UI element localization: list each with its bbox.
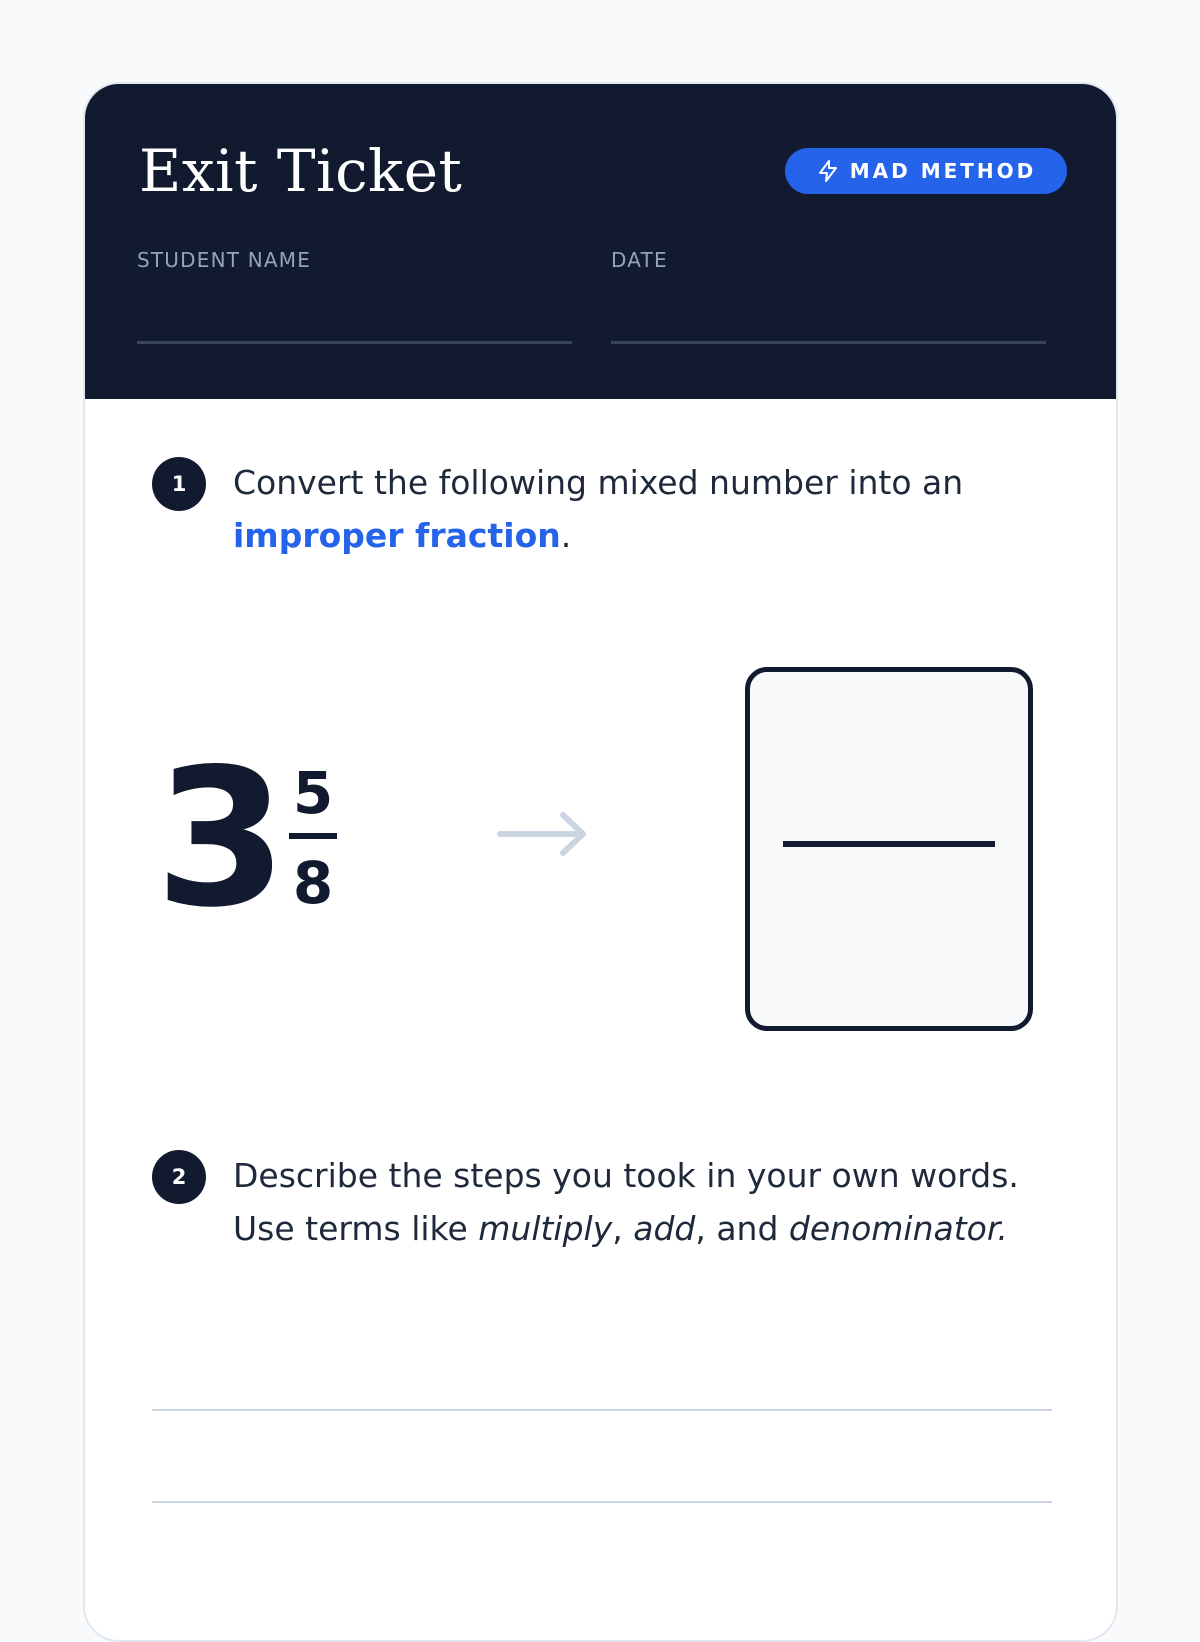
term-multiply: multiply [478,1209,613,1248]
question-1-text-end: . [560,516,572,555]
student-name-label: STUDENT NAME [137,248,312,272]
ticket-title: Exit Ticket [139,137,463,205]
date-field[interactable] [611,341,1046,344]
term-denominator: denominator [788,1209,998,1248]
mad-method-badge [785,148,1067,194]
improper-fraction-term: improper fraction [233,516,561,555]
question-2-text-lead: Describe the steps you took in your own words. Use terms like [233,1156,1019,1248]
question-2-number: 2 [152,1150,206,1204]
date-label: DATE [611,248,668,272]
term-sep-1: , [612,1209,634,1248]
lightning-bolt-icon [816,159,840,183]
ticket-header [85,84,1116,399]
question-1-text [233,456,1053,562]
exit-ticket-card [83,82,1118,1642]
student-name-field[interactable] [137,341,572,344]
answer-fraction-bar [783,841,995,847]
answer-box[interactable] [745,667,1033,1031]
badge-label: MAD METHOD [849,159,1037,183]
mixed-number-numerator: 5 [292,759,334,827]
question-2-text [233,1149,1053,1255]
term-sep-2: , and [695,1209,789,1248]
question-1-text-lead: Convert the following mixed number into an [233,463,964,502]
question-1-number: 1 [152,457,206,511]
mixed-number-denominator: 8 [292,849,334,917]
right-arrow-icon [497,810,589,858]
question-2-text-end: . [997,1209,1008,1248]
writing-line-1[interactable] [152,1409,1052,1411]
term-add: add [633,1209,696,1248]
writing-line-2[interactable] [152,1501,1052,1503]
mixed-number-whole: 3 [155,728,288,949]
fraction-bar [289,833,337,839]
